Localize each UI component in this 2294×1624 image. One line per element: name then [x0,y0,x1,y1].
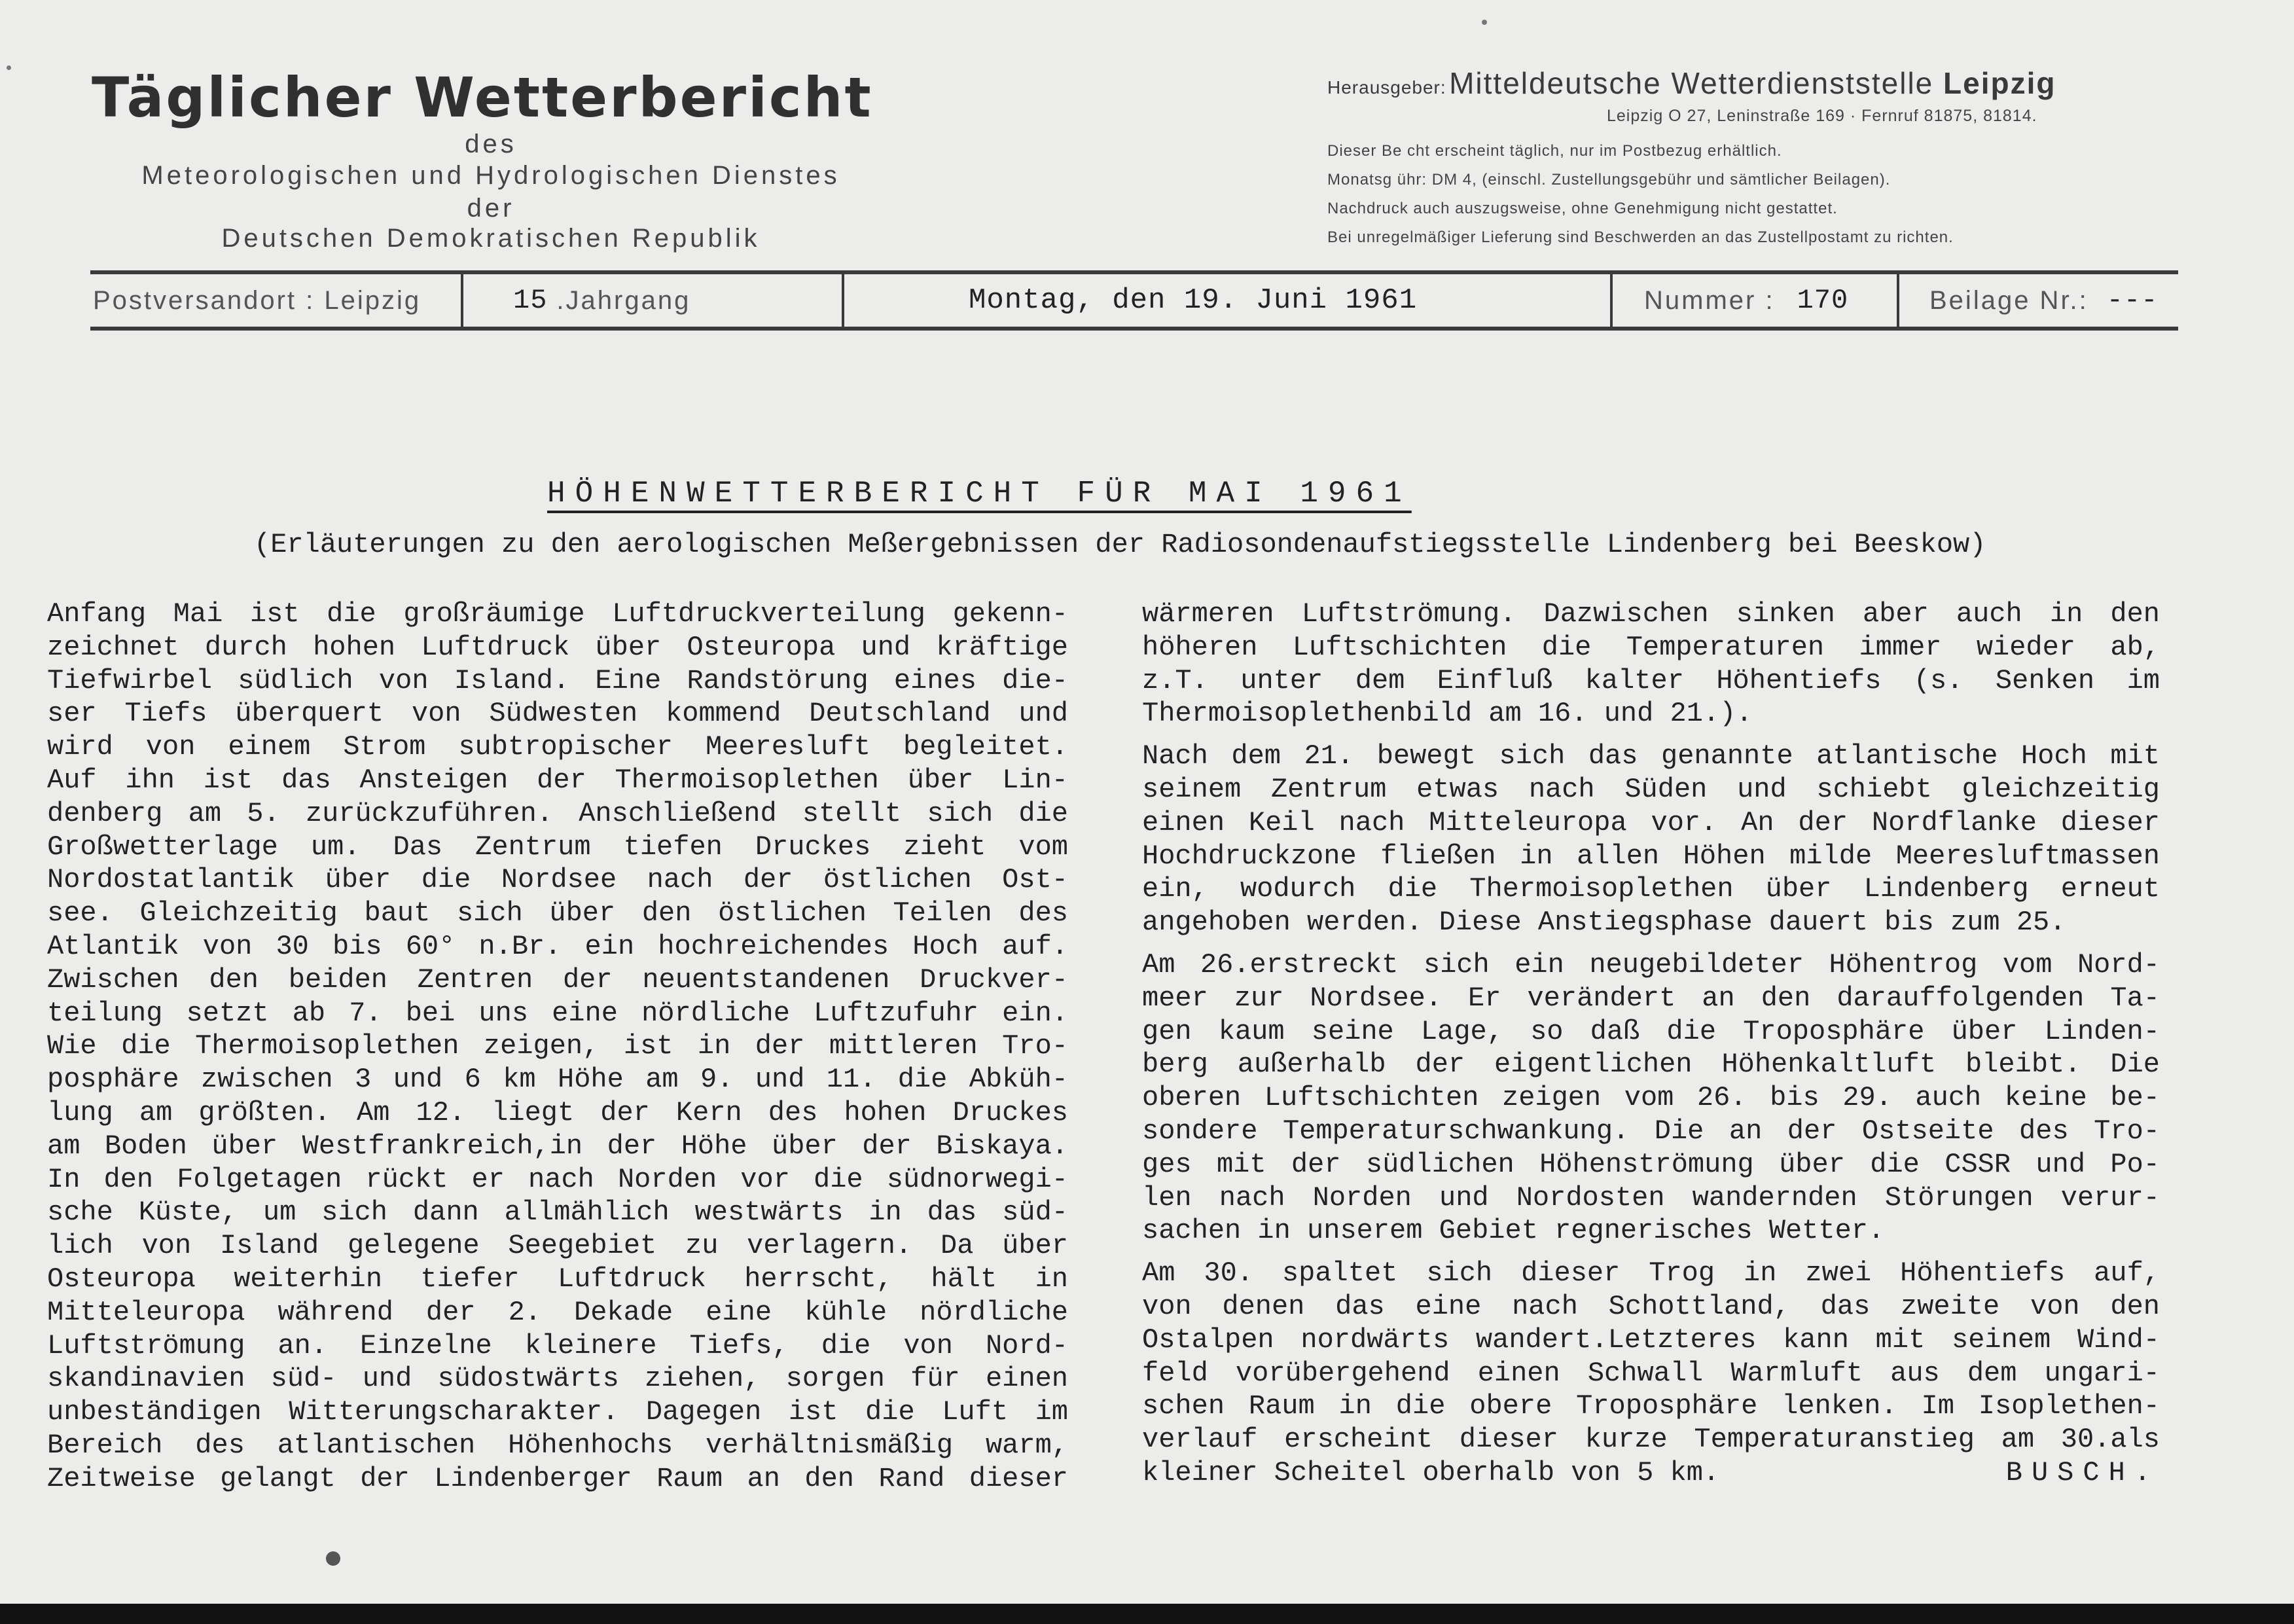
publisher-org-name: Mitteldeutsche Wetterdienststelle [1449,66,1934,100]
text-line: Zwischen den beiden Zentren der neuentstandenen Druckver- [47,964,1068,996]
publisher-note: Nachdruck auch auszugsweise, ohne Genehmigung nicht gestattet. [1327,200,1838,217]
publisher-note: Dieser Be cht erscheint täglich, nur im Postbezug erhältlich. [1327,142,1782,160]
paragraph-gap [1142,731,2160,740]
text-line: meer zur Nordsee. Er verändert an den darauffolgenden Ta- [1142,982,2160,1014]
paragraph-gap [1142,939,2160,948]
publisher-note: Bei unregelmäßiger Lieferung sind Beschwerden an das Zustellpostamt zu richten. [1327,228,1954,246]
text-line: Osteuropa weiterhin tiefer Luftdruck herrscht, hält in [47,1263,1068,1295]
date-cell [844,274,1613,327]
nummer-value: 170 [1797,285,1849,316]
text-line: lich von Island gelegene Seegebiet zu verlagern. Da über [47,1230,1068,1262]
text-line: ser Tiefs überquert von Südwesten kommend Deutschland und [47,698,1068,730]
article-right-column [1142,598,2160,1490]
article-subheading: (Erläuterungen zu den aerologischen Meßergebnissen der Radiosondenaufstiegsstelle Lindenberg bei Beeskow) [254,529,1986,560]
text-line: denberg am 5. zurückzuführen. Anschließend stellt sich die [47,797,1068,829]
beilage-label: Beilage Nr.: [1929,285,2088,315]
paper-speck [7,65,11,70]
text-line: gen kaum seine Lage, so daß die Troposphäre über Linden- [1142,1015,2160,1047]
publisher-org-city: Leipzig [1943,66,2056,100]
text-line: len nach Norden und Nordosten wandernden Störungen verur- [1142,1182,2160,1214]
text-line: oberen Luftschichten zeigen vom 26. bis 29. auch keine be- [1142,1082,2160,1114]
text-line: Auf ihn ist das Ansteigen der Thermoisoplethen über Lin- [47,764,1068,796]
publisher-line [1327,65,2056,101]
punch-hole-mark [326,1551,340,1566]
text-line: ein, wodurch die Thermoisoplethen über Lindenberg erneut [1142,873,2160,905]
nummer-cell [1613,274,1899,327]
beilage-value: --- [2106,285,2159,316]
text-line: einen Keil nach Mitteleuropa vor. An der Nordflanke dieser [1142,806,2160,839]
text-line: schen Raum in die obere Troposphäre lenken. Im Isoplethen- [1142,1390,2160,1422]
text-line: Wie die Thermoisoplethen zeigen, ist in der mittleren Tro- [47,1030,1068,1062]
text-line: see. Gleichzeitig baut sich über den östlichen Teilen des [47,897,1068,929]
paper-speck [1482,20,1487,25]
publisher-org [1449,66,2056,100]
jahrgang-number: 15 [513,285,548,316]
text-line: von denen das eine nach Schottland, das zweite von den [1142,1290,2160,1322]
text-line: verlauf erscheint dieser kurze Temperaturanstieg am 30.als [1142,1424,2160,1456]
paragraph [1142,598,2160,731]
article-heading: HÖHENWETTERBERICHT FÜR MAI 1961 [547,477,1412,511]
publisher-note: Monatsg ühr: DM 4, (einschl. Zustellungsgebühr und sämtlicher Beilagen). [1327,171,1891,189]
paragraph [1142,948,2160,1248]
text-line: Am 26.erstreckt sich ein neugebildeter Höhentrog vom Nord- [1142,948,2160,981]
publisher-address: Leipzig O 27, Leninstraße 169 · Fernruf 81875, 81814. [1607,107,2037,125]
text-line: sche Küste, um sich dann allmählich westwärts in das süd- [47,1197,1068,1229]
text-line: berg außerhalb der eigentlichen Höhenkaltluft bleibt. Die [1142,1049,2160,1081]
text-line: Am 30. spaltet sich dieser Trog in zwei Höhentiefs auf, [1142,1257,2160,1290]
text-line: Tiefwirbel südlich von Island. Eine Randstörung eines die- [47,664,1068,696]
text-line: zeichnet durch hohen Luftdruck über Osteuropa und kräftige [47,631,1068,663]
masthead-subtitle-des: des [465,130,517,158]
text-line: wärmeren Luftströmung. Dazwischen sinken aber auch in den [1142,598,2160,630]
beilage-cell [1899,274,2178,327]
text-line: sachen in unserem Gebiet regnerisches Wetter. [1142,1215,1885,1247]
text-line: Großwetterlage um. Das Zentrum tiefen Druckes zieht vom [47,831,1068,863]
text-line: unbeständigen Witterungscharakter. Dagegen ist die Luft im [47,1396,1068,1428]
text-line: Luftströmung an. Einzelne kleinere Tiefs, die von Nord- [47,1329,1068,1362]
text-line: angehoben werden. Diese Anstiegsphase dauert bis zum 25. [1142,907,2066,939]
text-line: z.T. unter dem Einfluß kalter Höhentiefs (s. Senken im [1142,664,2160,696]
jahrgang-cell [463,274,844,327]
text-line: Bereich des atlantischen Höhenhochs verhältnismäßig warm, [47,1429,1068,1461]
masthead-subtitle-republic: Deutschen Demokratischen Republik [221,224,761,253]
text-line: In den Folgetagen rückt er nach Norden vor die südnorwegi- [47,1163,1068,1195]
article-left-column [47,598,1068,1496]
text-line: posphäre zwischen 3 und 6 km Höhe am 9. und 11. die Abküh- [47,1064,1068,1096]
closing-line [1142,1456,2160,1490]
text-line: Hochdruckzone fließen in allen Höhen milde Meeresluftmassen [1142,840,2160,872]
jahrgang-label: .Jahrgang [556,285,691,315]
postversand-label: Postversandort : Leipzig [93,285,421,315]
nummer-label: Nummer : [1644,285,1775,315]
text-line: skandinavien süd- und südostwärts ziehen, sorgen für einen [47,1363,1068,1395]
text-line: feld vorübergehend einen Schwall Warmluft aus dem ungari- [1142,1357,2160,1389]
masthead-subtitle-service: Meteorologischen und Hydrologischen Dienstes [141,161,840,190]
text-line: Atlantik von 30 bis 60° n.Br. ein hochreichendes Hoch auf. [47,930,1068,962]
text-line: Mitteleuropa während der 2. Dekade eine kühle nördliche [47,1296,1068,1328]
text-line: am Boden über Westfrankreich,in der Höhe über der Biskaya. [47,1130,1068,1162]
masthead-title: Täglicher Wetterbericht [92,65,873,130]
paragraph-gap [1142,1248,2160,1257]
text-line: höheren Luftschichten die Temperaturen immer wieder ab, [1142,631,2160,663]
paragraph [1142,1257,2160,1456]
text-line: teilung setzt ab 7. bei uns eine nördliche Luftzufuhr ein. [47,997,1068,1029]
author-signature: BUSCH. [2005,1456,2160,1489]
issue-date: Montag, den 19. Juni 1961 [969,284,1418,317]
text-line: lung am größten. Am 12. liegt der Kern des hohen Druckes [47,1096,1068,1128]
text-line: ges mit der südlichen Höhenströmung über die CSSR und Po- [1142,1148,2160,1180]
text-line: wird von einem Strom subtropischer Meeresluft begleitet. [47,731,1068,763]
text-line: Nach dem 21. bewegt sich das genannte atlantische Hoch mit [1142,740,2160,772]
text-line: sondere Temperaturschwankung. Die an der Ostseite des Tro- [1142,1115,2160,1147]
text-line: Zeitweise gelangt der Lindenberger Raum an den Rand dieser [47,1462,1068,1494]
paragraph [1142,740,2160,939]
text-line: Ostalpen nordwärts wandert.Letzteres kann mit seinem Wind- [1142,1324,2160,1356]
text-line: Nordostatlantik über die Nordsee nach der östlichen Ost- [47,864,1068,896]
text-line: seinem Zentrum etwas nach Süden und schiebt gleichzeitig [1142,773,2160,805]
text-line: Anfang Mai ist die großräumige Luftdruckverteilung gekenn- [47,598,1068,630]
text-line: Thermoisoplethenbild am 16. und 21.). [1142,698,1753,730]
publisher-label: Herausgeber: [1327,77,1446,98]
text-line: kleiner Scheitel oberhalb von 5 km. [1142,1456,1720,1489]
postversand-cell [90,274,463,327]
masthead-subtitle-der: der [467,194,515,223]
info-bar [90,270,2178,331]
